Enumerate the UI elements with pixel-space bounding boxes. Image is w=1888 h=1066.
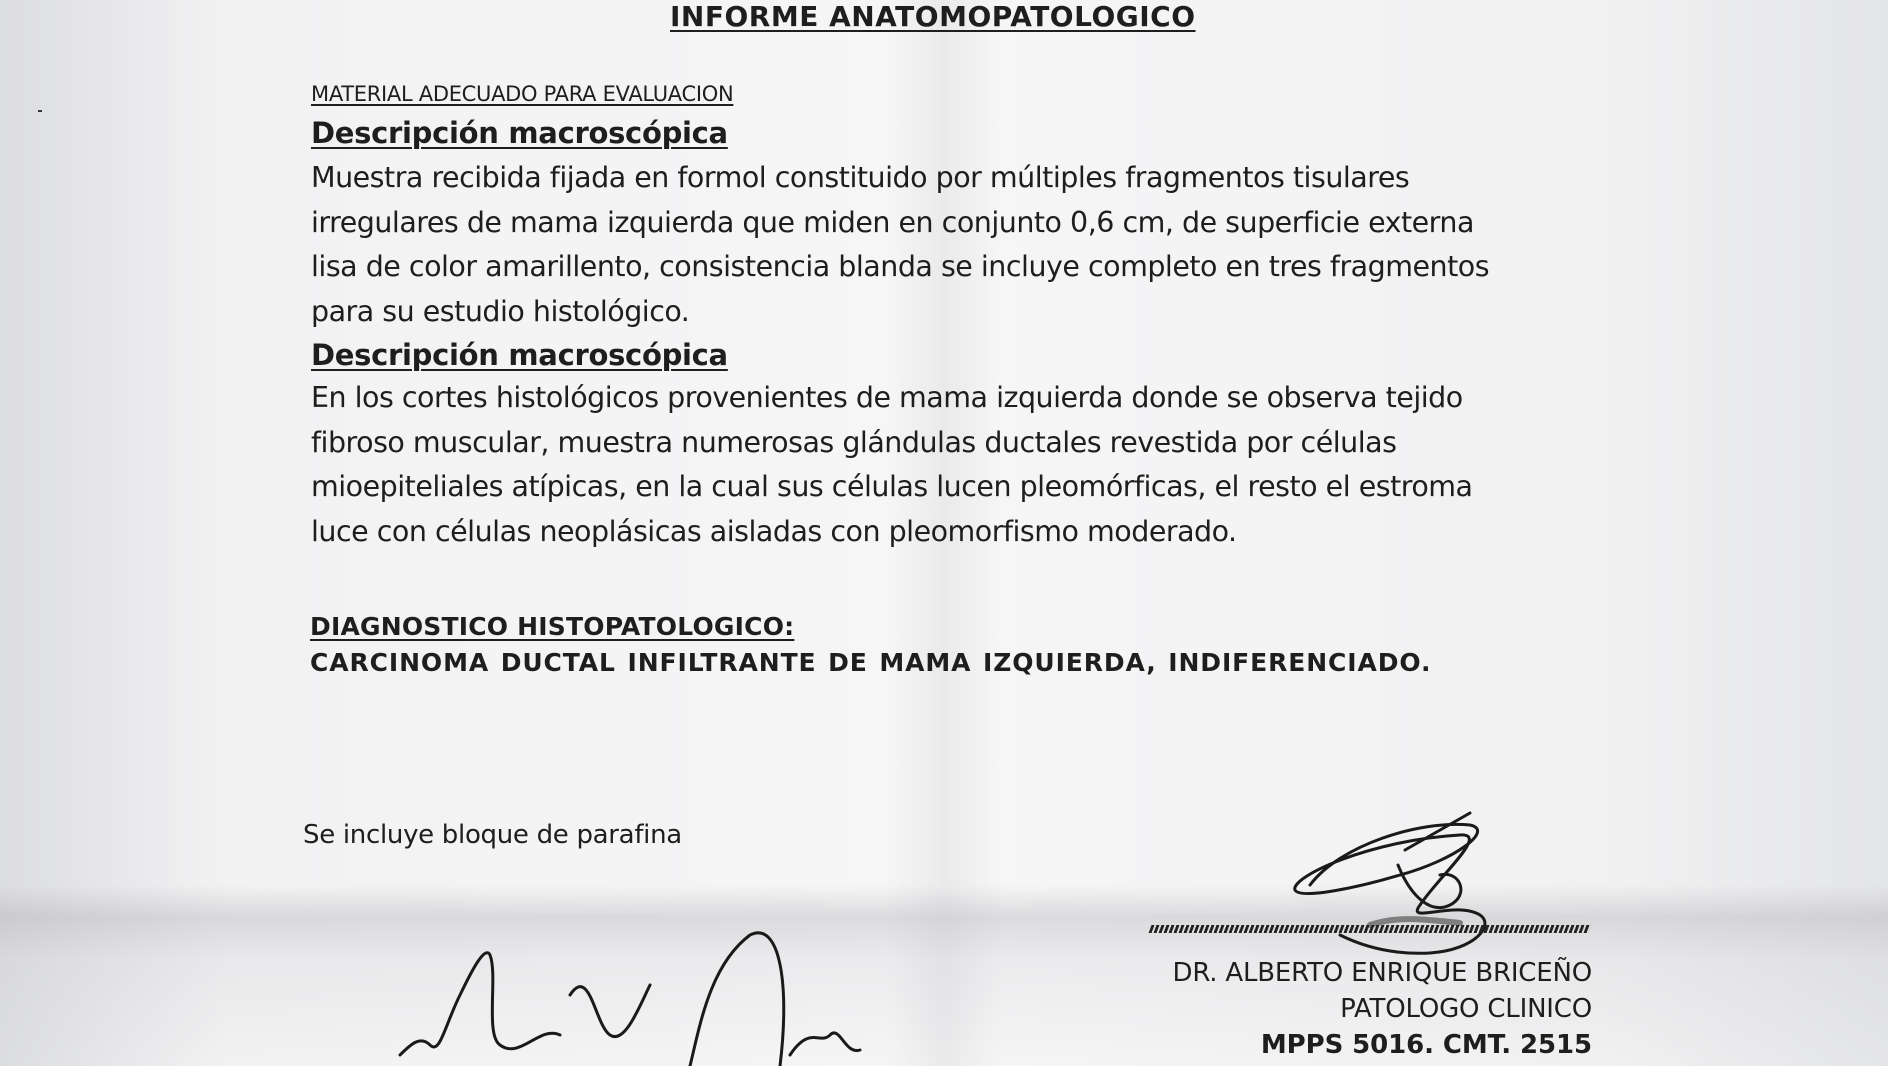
material-note: MATERIAL ADECUADO PARA EVALUACION: [311, 82, 734, 106]
signatory-name: DR. ALBERTO ENRIQUE BRICEÑO: [1172, 958, 1592, 988]
text-line: fibroso muscular, muestra numerosas glándulas ductales revestida por células: [311, 425, 1397, 459]
text-line: mioepiteliales atípicas, en la cual sus células lucen pleomórficas, el resto el estroma: [311, 470, 1473, 503]
text-line: En los cortes histológicos provenientes de mama izquierda donde se observa tejido: [311, 381, 1463, 414]
section-heading-microscopic: Descripción macroscópica: [311, 338, 728, 372]
speck: [38, 110, 42, 112]
signatory-registration: MPPS 5016. CMT. 2515: [1260, 1030, 1592, 1060]
text-line: para su estudio histológico.: [311, 294, 690, 328]
paraffin-note: Se incluye bloque de parafina: [303, 820, 682, 850]
diagnosis-text: CARCINOMA DUCTAL INFILTRANTE DE MAMA IZQUIERDA, INDIFERENCIADO.: [310, 648, 1432, 677]
section-body-microscopic: [311, 376, 1611, 554]
section-heading-macroscopic: Descripción macroscópica: [311, 116, 728, 150]
diagnosis-heading: DIAGNOSTICO HISTOPATOLOGICO:: [310, 612, 795, 641]
text-line: Muestra recibida fijada en formol constituido por múltiples fragmentos tisulares: [311, 161, 1410, 194]
report-title: INFORME ANATOMOPATOLOGICO: [670, 0, 1196, 33]
text-line: luce con células neoplásicas aisladas con pleomorfismo moderado.: [311, 514, 1237, 548]
text-line: irregulares de mama izquierda que miden en conjunto 0,6 cm, de superficie externa: [311, 205, 1474, 239]
signature-line: [1149, 925, 1592, 933]
second-signature: [390, 925, 890, 1066]
text-line: lisa de color amarillento, consistencia blanda se incluye completo en tres fragmentos: [311, 250, 1490, 283]
section-body-macroscopic: [311, 156, 1611, 334]
signatory-title: PATOLOGO CLINICO: [1340, 994, 1592, 1024]
pathologist-signature: [1280, 805, 1510, 965]
